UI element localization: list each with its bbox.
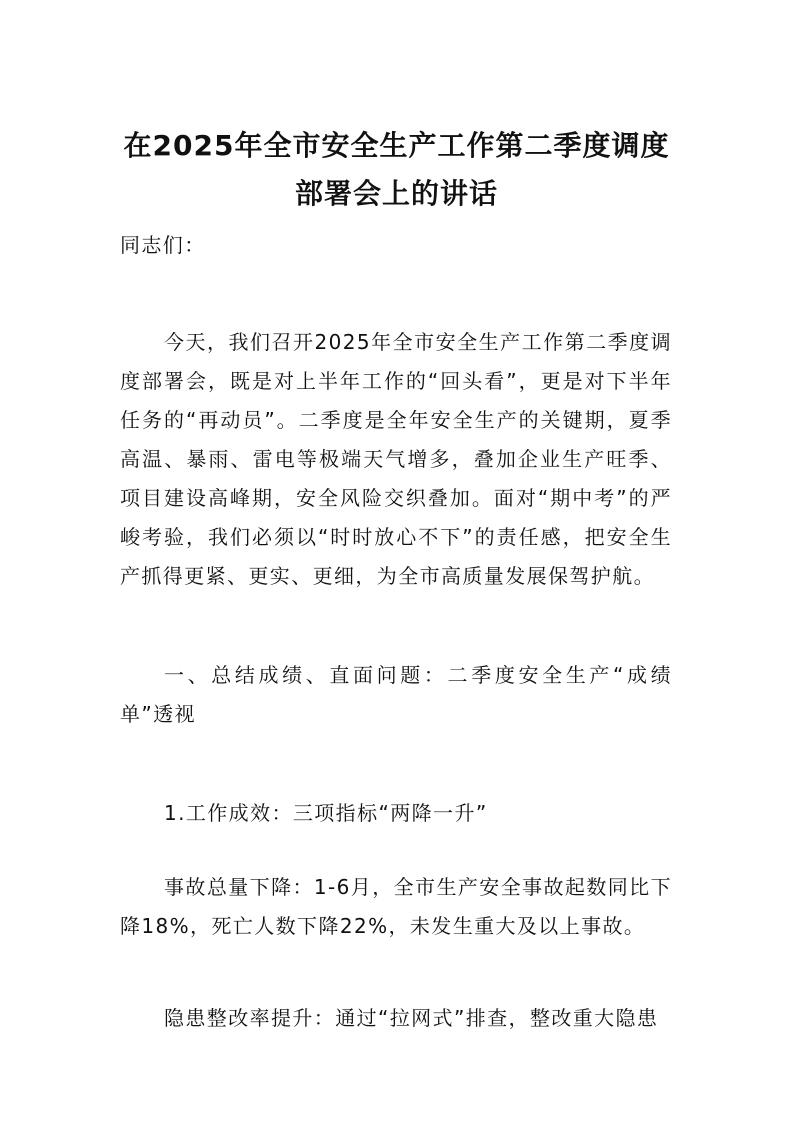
paragraph-accident-decline: 事故总量下降：1-6月，全市生产安全事故起数同比下降18%，死亡人数下降22%，未发生重大及以上事故。 (120, 875, 672, 938)
subsection-heading-1: 1.工作成效：三项指标“两降一升” (164, 801, 488, 825)
paragraph-opening: 今天，我们召开2025年全市安全生产工作第二季度调度部署会，既是对上半年工作的“回头看”，更是对下半年任务的“再动员”。二季度是全年安全生产的关键期，夏季高温、暴雨、雷电等极端天气增多，叠加企业生产旺季、项目建设高峰期，安全风险交织叠加。面对“期中考”的严峻考验，我们必须以“时时放心不下”的责任感，把安全生产抓得更紧、更实、更细，为全市高质量发展保驾护航。 (120, 330, 672, 588)
document-title-line-2: 部署会上的讲话 (294, 177, 498, 210)
document-title-line-1: 在2025年全市安全生产工作第二季度调度 (123, 129, 670, 162)
paragraph-hazard-rectification: 隐患整改率提升：通过“拉网式”排查，整改重大隐患 (164, 1006, 659, 1030)
section-heading-1: 一、总结成绩、直面问题：二季度安全生产“成绩单”透视 (120, 663, 672, 726)
salutation: 同志们： (120, 233, 206, 257)
